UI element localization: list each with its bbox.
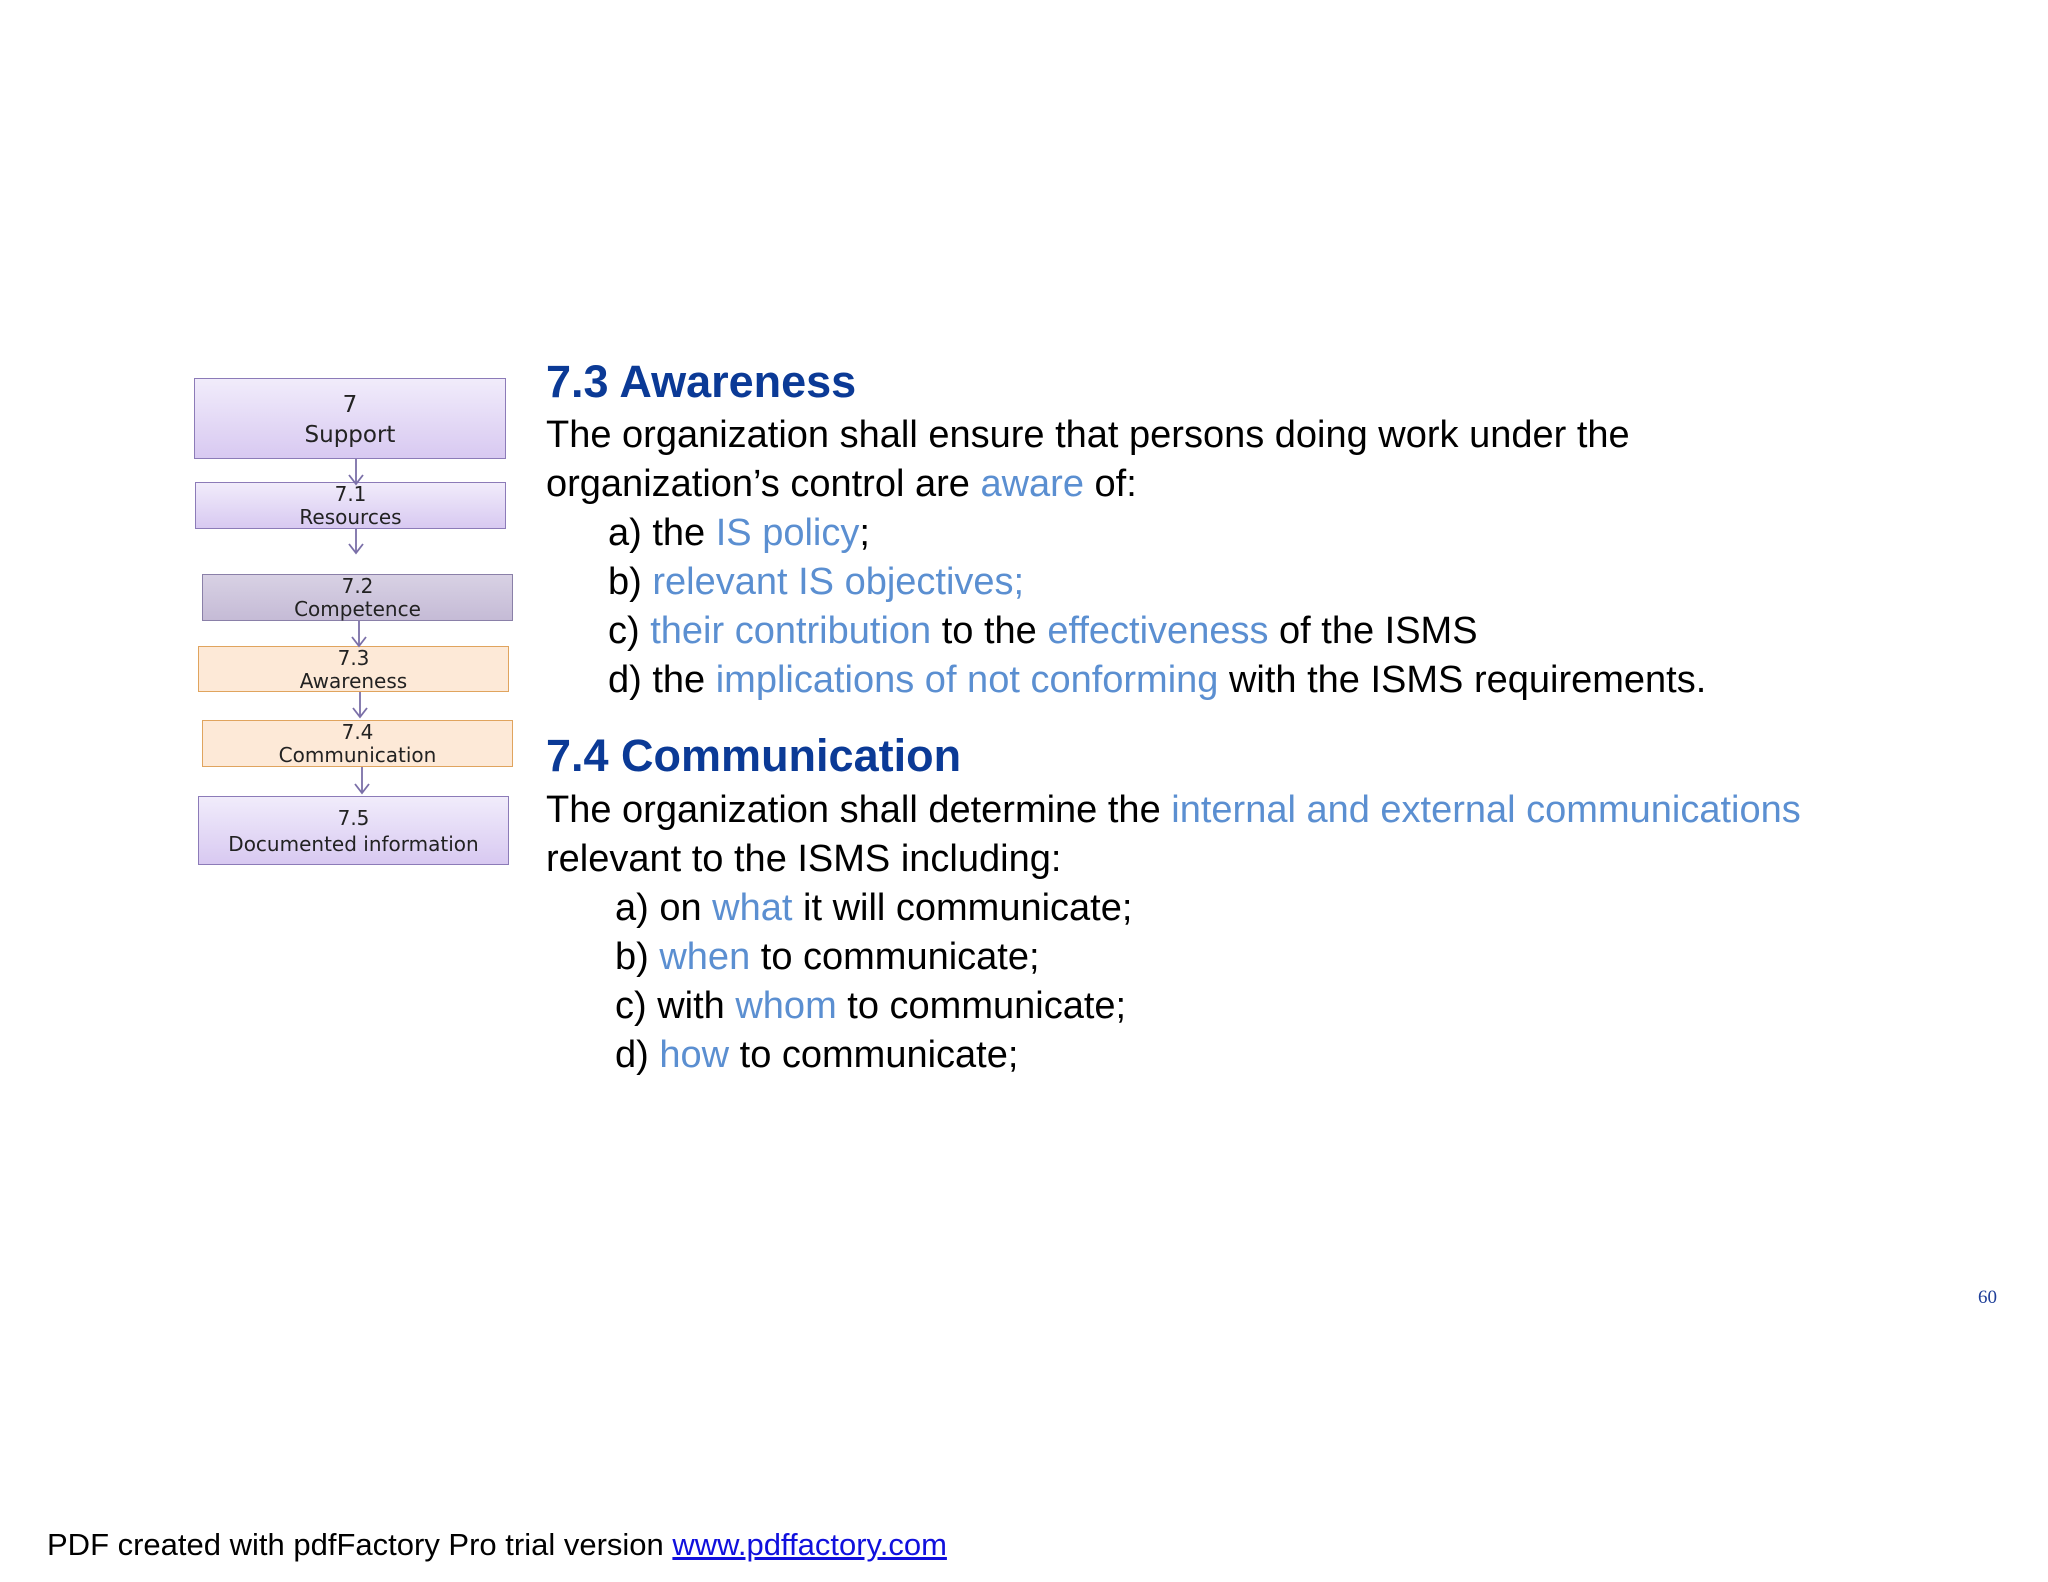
flow-box-number: 7: [342, 392, 358, 418]
flow-box-number: 7.3: [337, 646, 370, 670]
flow-arrow-icon: [353, 692, 367, 717]
awareness-list-item: c) their contribution to the effectiveness of the ISMS: [608, 610, 1478, 652]
awareness-intro-line: organization’s control are aware of:: [546, 463, 1137, 505]
pdffactory-link[interactable]: www.pdffactory.com: [672, 1527, 947, 1562]
awareness-list-item: b) relevant IS objectives;: [608, 561, 1025, 603]
flow-box-awareness: [198, 646, 509, 692]
page-number: 60: [1978, 1287, 1997, 1308]
flow-box-number: 7.5: [337, 806, 370, 830]
communication-intro-line: relevant to the ISMS including:: [546, 838, 1062, 880]
awareness-list-item: d) the implications of not conforming with the ISMS requirements.: [608, 659, 1707, 701]
flow-box-label: Communication: [278, 743, 437, 767]
section-heading-communication: 7.4 Communication: [546, 730, 962, 781]
section-heading-awareness: 7.3 Awareness: [546, 356, 857, 407]
communication-list-item: d) how to communicate;: [615, 1034, 1019, 1076]
flow-box-communication: [202, 720, 513, 767]
communication-list-item: b) when to communicate;: [615, 936, 1040, 978]
flow-box-label: Resources: [299, 505, 402, 529]
footer-text: PDF created with pdfFactory Pro trial version: [47, 1527, 673, 1562]
pdf-footer: [47, 1526, 947, 1564]
communication-intro-line: The organization shall determine the internal and external communications: [546, 789, 1801, 831]
awareness-list-item: a) the IS policy;: [608, 512, 870, 554]
flow-arrow-icon: [352, 621, 366, 646]
flow-box-label: Awareness: [299, 669, 408, 693]
flow-box-label: Support: [304, 422, 396, 448]
flow-box-documented-information: [198, 796, 509, 865]
flow-arrow-icon: [349, 529, 363, 553]
flow-box-number: 7.2: [341, 574, 374, 598]
flow-box-support: [194, 378, 506, 459]
flow-box-label: Competence: [294, 597, 421, 621]
flow-arrow-icon: [355, 767, 369, 793]
flow-box-label: Documented information: [228, 832, 479, 856]
flow-box-number: 7.4: [341, 720, 374, 744]
communication-list-item: c) with whom to communicate;: [615, 985, 1127, 1027]
flow-arrow-icon: [349, 459, 363, 484]
flow-box-competence: [202, 574, 513, 621]
awareness-intro-line: The organization shall ensure that persons doing work under the: [546, 414, 1630, 456]
communication-list-item: a) on what it will communicate;: [615, 887, 1133, 929]
flow-box-number: 7.1: [334, 482, 367, 506]
flow-box-resources: [195, 482, 506, 529]
